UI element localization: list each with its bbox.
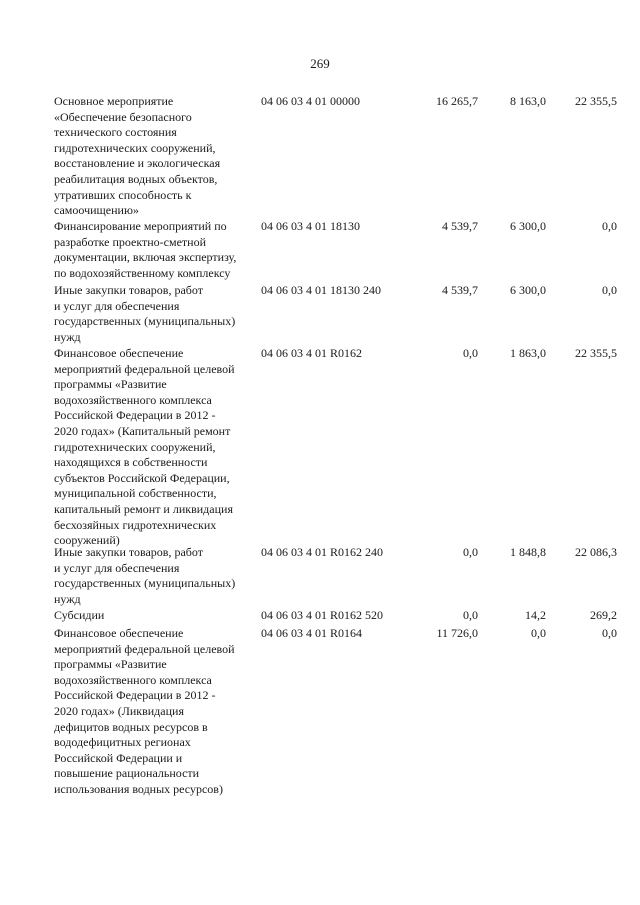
row-value-1: 11 726,0 [436,626,478,640]
row-value-1: 0,0 [463,346,478,360]
row-name: Субсидии [54,608,105,622]
row-code: 04 06 03 4 01 R0162 520 [261,608,384,622]
row-value-2: 1 863,0 [510,346,546,360]
row-name: Финансовое обеспечение мероприятий федеральной целевой программы «Развитие водохозяйственного комплекса Российской Федерации в 2012 - 2020 годах» (Капитальный ремонт гидротехнических сооружений, находящихся в собственности субъектов Российской Федерации, муниципальной собственности, капитальный ремонт и ликвидация бесхозяйных гидротехнических сооружений) [54,346,235,548]
row-value-3: 0,0 [602,219,617,233]
row-code: 04 06 03 4 01 R0164 [261,626,363,640]
row-value-3: 22 355,5 [575,346,617,360]
row-code: 04 06 03 4 01 18130 [261,219,360,233]
row-value-2: 8 163,0 [510,94,546,108]
row-code: 04 06 03 4 01 R0162 240 [261,545,384,559]
row-name: Основное мероприятие «Обеспечение безопасного технического состояния гидротехнических сооружений, восстановление и экологическая реабилитация водных объектов, утративших способность к самоочищению» [54,94,221,218]
row-value-3: 0,0 [602,626,617,640]
row-code: 04 06 03 4 01 18130 240 [261,283,381,297]
row-value-1: 4 539,7 [442,219,478,233]
row-value-1: 16 265,7 [436,94,478,108]
row-value-1: 4 539,7 [442,283,478,297]
row-name: Финансирование мероприятий по разработке проектно-сметной документации, включая экспертизу, по водохозяйственному комплексу [54,219,237,280]
row-name: Финансовое обеспечение мероприятий федеральной целевой программы «Развитие водохозяйственного комплекса Российской Федерации в 2012 - 2020 годах» (Ликвидация дефицитов водных ресурсов в вододефицитных регионах Российской Федерации и повышение рациональности использования водных ресурсов) [54,626,235,796]
row-value-3: 269,2 [590,608,617,622]
row-value-3: 22 086,3 [575,545,617,559]
row-value-3: 0,0 [602,283,617,297]
row-name: Иные закупки товаров, работ и услуг для обеспечения государственных (муниципальных) нужд [54,545,236,606]
row-code: 04 06 03 4 01 R0162 [261,346,363,360]
row-value-1: 0,0 [463,608,478,622]
row-value-1: 0,0 [463,545,478,559]
row-value-2: 14,2 [525,608,546,622]
row-value-3: 22 355,5 [575,94,617,108]
row-value-2: 0,0 [531,626,546,640]
row-value-2: 6 300,0 [510,283,546,297]
row-value-2: 6 300,0 [510,219,546,233]
row-value-2: 1 848,8 [510,545,546,559]
row-code: 04 06 03 4 01 00000 [261,94,360,108]
row-name: Иные закупки товаров, работ и услуг для обеспечения государственных (муниципальных) нужд [54,283,236,344]
page-number: 269 [310,56,330,71]
